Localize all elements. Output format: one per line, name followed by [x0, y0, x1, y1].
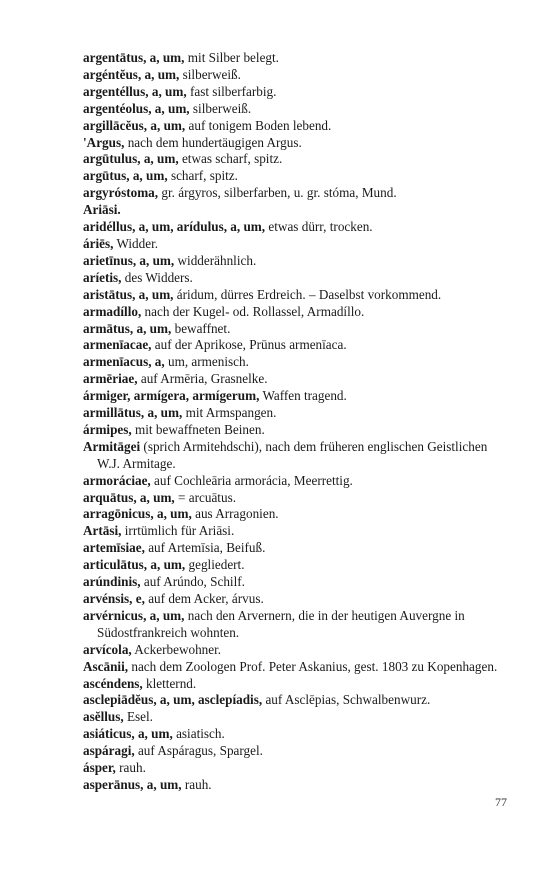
- dictionary-entry: [83, 304, 513, 321]
- dictionary-entry: [83, 743, 513, 760]
- dictionary-entry: [83, 473, 513, 490]
- entry-gloss: (sprich Armitehdschi), nach dem früheren englischen Geistlichen W.J. Armitage.: [97, 438, 488, 471]
- entry-headword: armenīacus, a,: [83, 354, 165, 370]
- dictionary-entry: [83, 692, 513, 709]
- dictionary-entry: [83, 506, 513, 523]
- dictionary-entry: [83, 118, 513, 135]
- entry-headword: articulātus, a, um,: [83, 557, 186, 573]
- entry-list: [83, 50, 513, 794]
- entry-gloss: nach den Arvernern, die in der heutigen Auvergne in Südostfrankreich wohnten.: [97, 607, 465, 640]
- dictionary-entry: [83, 726, 513, 743]
- entry-headword: arietīnus, a, um,: [83, 252, 175, 268]
- dictionary-entry: [83, 591, 513, 608]
- entry-gloss: fast silberfarbig.: [186, 83, 277, 99]
- entry-gloss: nach dem Zoologen Prof. Peter Askanius, gest. 1803 zu Kopenhagen.: [128, 658, 498, 674]
- dictionary-entry: [83, 135, 513, 152]
- dictionary-entry: [83, 354, 513, 371]
- dictionary-entry: [83, 168, 513, 185]
- entry-headword: arvícola,: [83, 641, 132, 657]
- dictionary-entry: [83, 557, 513, 574]
- entry-headword: argentéolus, a, um,: [83, 100, 190, 116]
- entry-headword: arragōnicus, a, um,: [83, 506, 192, 522]
- dictionary-entry: [83, 760, 513, 777]
- entry-headword: argūtus, a, um,: [83, 168, 168, 184]
- entry-gloss: auf dem Acker, árvus.: [144, 591, 264, 606]
- entry-headword: arvénsis, e,: [83, 591, 145, 606]
- dictionary-entry: [83, 50, 513, 67]
- dictionary-entry: [83, 270, 513, 287]
- dictionary-entry: [83, 253, 513, 270]
- entry-gloss: mit Silber belegt.: [184, 50, 279, 65]
- dictionary-entry: [83, 287, 513, 304]
- dictionary-entry: [83, 84, 513, 101]
- dictionary-entry: [83, 439, 513, 473]
- entry-headword: ármiger, armígera, armígerum,: [83, 388, 260, 404]
- entry-gloss: Ackerbewohner.: [131, 641, 222, 657]
- entry-headword: arúndinis,: [83, 574, 141, 590]
- entry-headword: asperānus, a, um,: [83, 776, 182, 792]
- entry-gloss: gegliedert.: [185, 557, 245, 573]
- entry-headword: argentātus, a, um,: [83, 50, 185, 65]
- entry-headword: argillācĕus, a, um,: [83, 117, 186, 133]
- dictionary-entry: [83, 490, 513, 507]
- entry-gloss: mit Armspangen.: [182, 405, 277, 421]
- dictionary-entry: [83, 101, 513, 118]
- entry-gloss: bewaffnet.: [171, 320, 231, 336]
- entry-gloss: Waffen tragend.: [259, 388, 347, 404]
- dictionary-entry: [83, 709, 513, 726]
- entry-headword: armātus, a, um,: [83, 320, 172, 336]
- dictionary-entry: [83, 388, 513, 405]
- entry-gloss: asiatisch.: [172, 726, 225, 742]
- entry-headword: armoráciae,: [83, 472, 151, 488]
- entry-gloss: auf Cochleāria armorácia, Meerrettig.: [150, 472, 353, 488]
- entry-headword: armillātus, a, um,: [83, 405, 183, 421]
- entry-headword: asclepiādĕus, a, um, asclepíadis,: [83, 692, 263, 708]
- entry-headword: artemīsiae,: [83, 540, 145, 556]
- dictionary-entry: [83, 659, 513, 676]
- entry-headword: argūtulus, a, um,: [83, 151, 179, 167]
- entry-headword: ásper,: [83, 760, 116, 776]
- entry-gloss: etwas scharf, spitz.: [178, 151, 283, 167]
- entry-headword: argentéllus, a, um,: [83, 83, 187, 99]
- entry-gloss: auf Asclēpias, Schwalbenwurz.: [262, 692, 431, 708]
- entry-headword: aristātus, a, um,: [83, 286, 174, 302]
- dictionary-entry: [83, 371, 513, 388]
- entry-gloss: auf Arúndo, Schilf.: [140, 574, 245, 590]
- entry-gloss: widderähnlich.: [174, 252, 257, 268]
- dictionary-entry: [83, 202, 513, 219]
- entry-gloss: auf Armēria, Grasnelke.: [137, 371, 268, 387]
- entry-headword: arvérnicus, a, um,: [83, 607, 185, 623]
- entry-gloss: aus Arragonien.: [191, 506, 279, 522]
- entry-headword: armadíllo,: [83, 303, 142, 319]
- entry-gloss: rauh.: [115, 760, 146, 776]
- dictionary-entry: [83, 777, 513, 794]
- entry-headword: 'Argus,: [83, 134, 125, 150]
- entry-headword: aríetis,: [83, 269, 122, 285]
- entry-headword: aridéllus, a, um, arídulus, a, um,: [83, 219, 266, 235]
- entry-headword: aspáragi,: [83, 743, 135, 759]
- entry-gloss: gr. árgyros, silberfarben, u. gr. stóma, Mund.: [158, 185, 397, 201]
- entry-gloss: des Widders.: [121, 269, 193, 285]
- dictionary-entry: [83, 523, 513, 540]
- entry-gloss: silberweiß.: [179, 66, 241, 82]
- entry-headword: Ascānii,: [83, 658, 129, 674]
- entry-gloss: um, armenisch.: [164, 354, 249, 370]
- dictionary-entry: [83, 540, 513, 557]
- entry-gloss: = arcuātus.: [174, 489, 236, 505]
- entry-gloss: áridum, dürres Erdreich. – Daselbst vorkommend.: [173, 286, 442, 302]
- entry-headword: armēriae,: [83, 371, 138, 387]
- entry-headword: Armitāgei: [83, 438, 141, 454]
- entry-headword: Artāsi,: [83, 523, 122, 539]
- entry-headword: armenīacae,: [83, 337, 152, 353]
- entry-gloss: etwas dürr, trocken.: [265, 219, 373, 235]
- dictionary-entry: [83, 422, 513, 439]
- entry-headword: asiáticus, a, um,: [83, 726, 173, 742]
- dictionary-entry: [83, 219, 513, 236]
- dictionary-entry: [83, 321, 513, 338]
- entry-gloss: Esel.: [123, 709, 153, 725]
- entry-headword: ascéndens,: [83, 675, 143, 691]
- dictionary-entry: [83, 608, 513, 642]
- dictionary-entry: [83, 236, 513, 253]
- dictionary-entry: [83, 151, 513, 168]
- entry-gloss: kletternd.: [142, 675, 197, 691]
- dictionary-entry: [83, 676, 513, 693]
- dictionary-entry: [83, 642, 513, 659]
- dictionary-entry: [83, 337, 513, 354]
- dictionary-entry: [83, 405, 513, 422]
- entry-gloss: rauh.: [181, 776, 212, 792]
- entry-headword: asĕllus,: [83, 709, 124, 725]
- entry-gloss: silberweiß.: [189, 100, 252, 116]
- entry-gloss: mit bewaffneten Beinen.: [131, 421, 265, 437]
- entry-headword: argyróstoma,: [83, 185, 159, 201]
- entry-headword: áriēs,: [83, 235, 114, 251]
- entry-headword: ármipes,: [83, 421, 132, 437]
- entry-headword: Ariāsi.: [83, 202, 121, 218]
- entry-gloss: auf Artemīsia, Beifuß.: [144, 540, 266, 556]
- entry-gloss: auf der Aprikose, Prūnus armenīaca.: [151, 337, 347, 353]
- entry-gloss: auf tonigem Boden lebend.: [185, 117, 332, 133]
- entry-gloss: auf Aspáragus, Spargel.: [134, 743, 263, 759]
- entry-gloss: scharf, spitz.: [167, 168, 238, 184]
- page-number: 77: [495, 795, 507, 809]
- entry-gloss: nach dem hundertäugigen Argus.: [124, 134, 302, 150]
- dictionary-entry: [83, 67, 513, 84]
- entry-gloss: Widder.: [113, 235, 159, 251]
- entry-gloss: irrtümlich für Ariāsi.: [121, 523, 235, 539]
- entry-headword: arquātus, a, um,: [83, 489, 175, 505]
- entry-gloss: nach der Kugel- od. Rollassel, Armadíllo.: [141, 303, 365, 319]
- dictionary-entry: [83, 574, 513, 591]
- dictionary-entry: [83, 185, 513, 202]
- entry-headword: argéntĕus, a, um,: [83, 66, 180, 82]
